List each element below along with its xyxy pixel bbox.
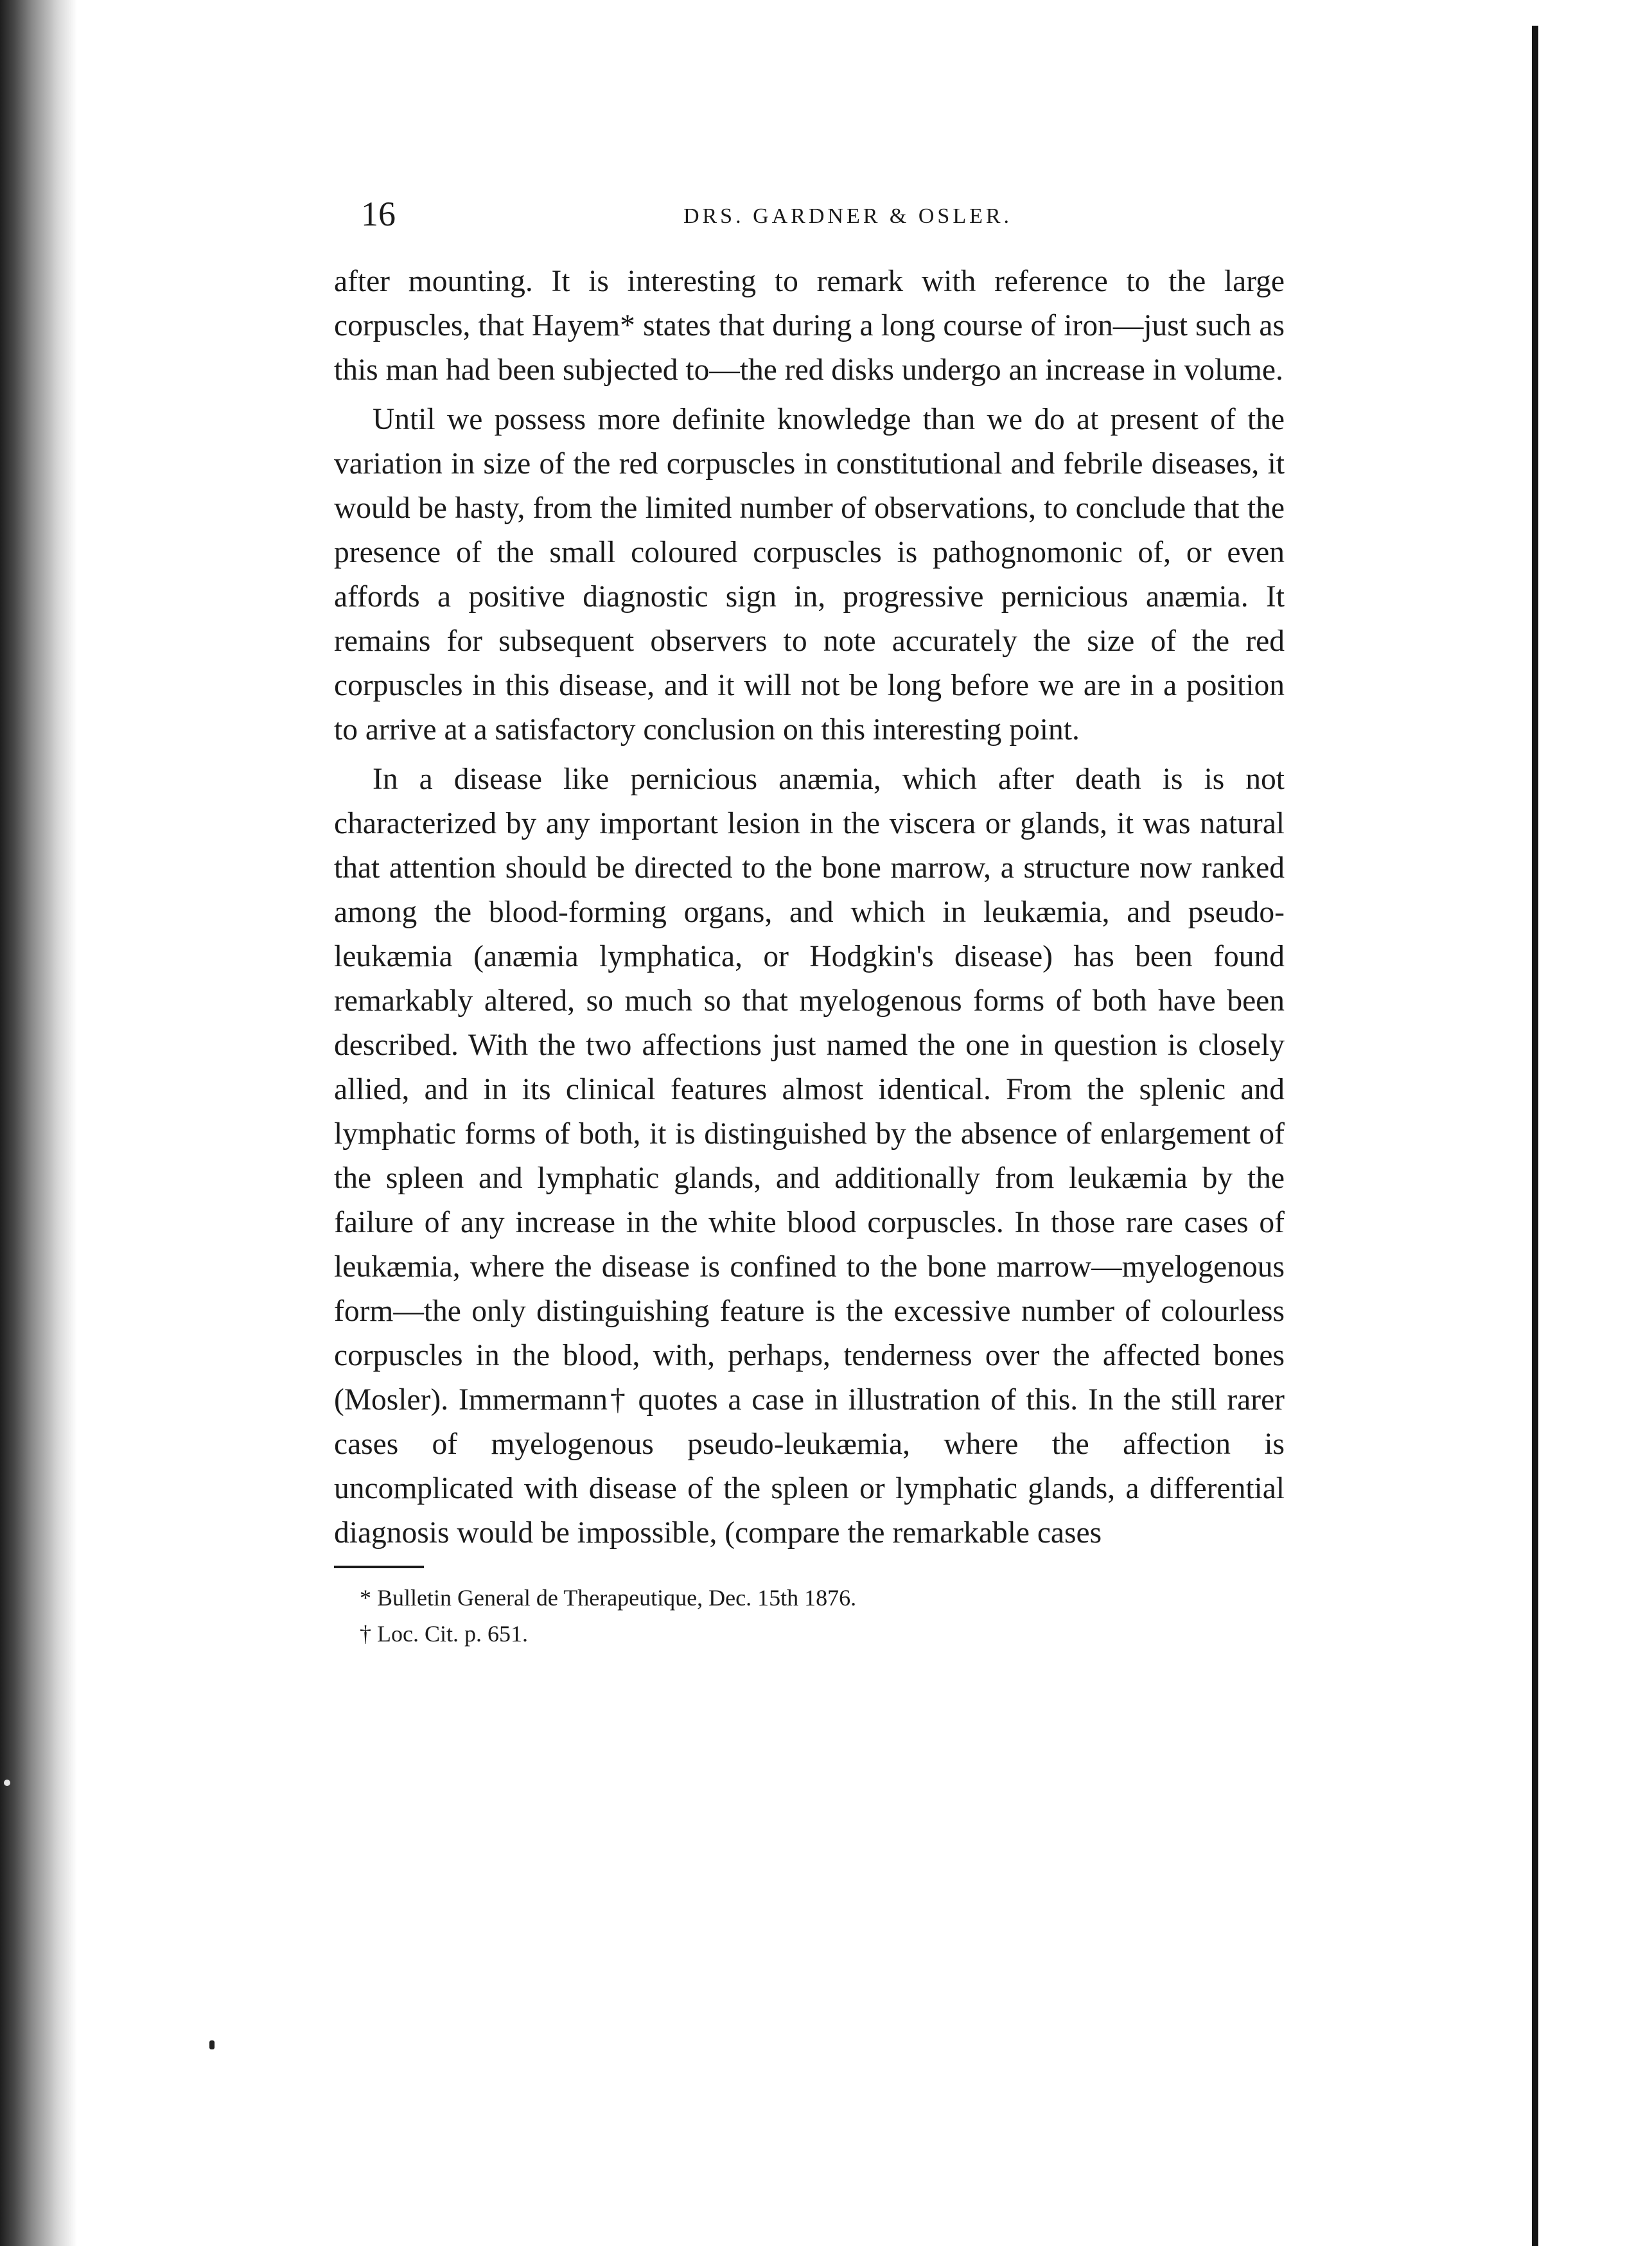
paragraph-1: after mounting. It is interesting to remark with reference to the large corpuscles, that Hayem* states that during a long course of iron—just such as this man had been subjected to—the red disks undergo an increase in volume.	[334, 265, 1285, 387]
footnotes	[334, 1580, 1285, 1652]
scan-left-edge	[0, 0, 77, 2246]
page-header	[334, 180, 1285, 238]
footnote-2: † Loc. Cit. p. 651.	[360, 1621, 528, 1647]
page-number: 16	[361, 195, 396, 233]
scan-speck	[4, 1780, 10, 1786]
footnote-divider	[334, 1566, 424, 1568]
paragraph-3: In a disease like pernicious anæmia, which after death is is not characterized by any important lesion in the viscera or glands, it was natural that attention should be directed to the bone marrow, a structure now ranked among the blood-forming organs, and which in leukæmia, and pseudo-leukæmia (anæmia lymphatica, or Hodgkin's disease) has been found remarkably altered, so much so that myelogenous forms of both have been described. With the two affections just named the one in question is closely allied, and in its clinical features almost identical. From the splenic and lymphatic forms of both, it is distinguished by the absence of enlargement of the spleen and lymphatic glands, and additionally from leukæmia by the failure of any increase in the white blood corpuscles. In those rare cases of leukæmia, where the disease is confined to the bone marrow—myelogenous form—the only distinguishing feature is the excessive number of colourless corpuscles in the blood, with, perhaps, tenderness over the affected bones (Mosler). Immermann† quotes a case in illustration of this. In the still rarer cases of myelogenous pseudo-leukæmia, where the affection is uncomplicated with disease of the spleen or lymphatic glands, a differential diagnosis would be impossible, (compare the remarkable cases	[334, 763, 1285, 1550]
running-head: DRS. GARDNER & OSLER.	[683, 204, 1013, 228]
paragraph-2: Until we possess more definite knowledge than we do at present of the variation in size of the red corpuscles in constitutional and febrile diseases, it would be hasty, from the limited number of observations, to conclude that the presence of the small coloured corpuscles is pathognomonic of, or even affords a positive diagnostic sign in, progressive pernicious anæmia. It remains for subsequent observers to note accurately the size of the red corpuscles in this disease, and it will not be long before we are in a position to arrive at a satisfactory conclusion on this interesting point.	[334, 403, 1285, 747]
scan-mark	[209, 2040, 215, 2049]
scan-right-edge	[1532, 26, 1538, 2246]
footnote-1: * Bulletin General de Therapeutique, Dec. 15th 1876.	[360, 1585, 857, 1611]
book-page	[334, 180, 1285, 1652]
body-text	[334, 260, 1285, 1555]
scan-right-margin	[1538, 0, 1652, 2246]
